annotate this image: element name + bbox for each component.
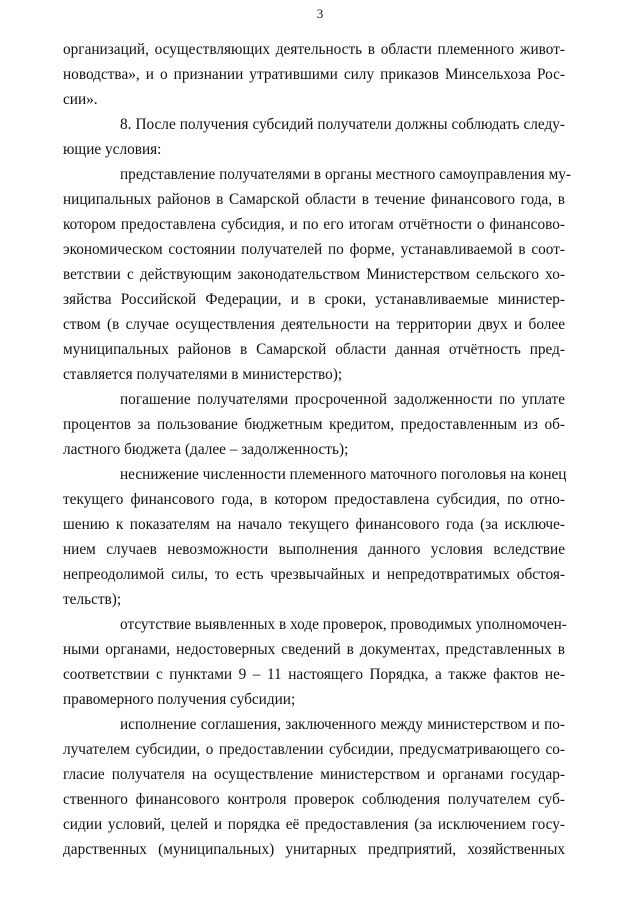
text-line: новодства», и о признании утратившими силу приказов Минсельхоза Рос- xyxy=(63,66,565,83)
text-line: муниципальных районов в Самарской области данная отчётность пред- xyxy=(63,341,565,358)
text-line: непреодолимой силы, то есть чрезвычайных и непредотвратимых обстоя- xyxy=(63,566,565,583)
text-line: процентов за пользование бюджетным кредитом, предоставленным из об- xyxy=(63,416,565,433)
text-line: тельств); xyxy=(63,591,122,608)
text-line: гласие получателя на осуществление министерством и органами государ- xyxy=(63,766,565,783)
text-line: сидии условий, целей и порядка её предоставления (за исключением госу- xyxy=(63,816,565,833)
text-line: неснижение численности племенного маточного поголовья на конец xyxy=(120,466,567,483)
text-line: зяйства Российской Федерации, и в сроки, устанавливаемые министер- xyxy=(63,291,565,308)
text-line: представление получателями в органы местного самоуправления му- xyxy=(120,166,572,183)
paragraph-8-heading-line: 8. После получения субсидий получатели должны соблюдать следу- xyxy=(120,116,565,133)
text-line: ственного финансового контроля проверок соблюдения получателем суб- xyxy=(63,791,565,808)
text-line: экономическом состоянии получателей по форме, устанавливаемой в соот- xyxy=(63,241,565,258)
text-line: ставляется получателями в министерство); xyxy=(63,366,343,383)
text-line: нием случаев невозможности выполнения данного условия вследствие xyxy=(63,541,565,558)
text-line: соответствии с пунктами 9 – 11 настоящего Порядка, а также фактов не- xyxy=(63,666,565,683)
text-line: шению к показателям на начало текущего финансового года (за исключе- xyxy=(63,516,565,533)
text-line: сии». xyxy=(63,91,98,108)
text-line: ниципальных районов в Самарской области в течение финансового года, в xyxy=(63,191,565,208)
text-line: ветствии с действующим законодательством Министерством сельского хо- xyxy=(63,266,565,283)
text-line: отсутствие выявленных в ходе проверок, проводимых уполномочен- xyxy=(120,616,567,633)
text-line: ством (в случае осуществления деятельности на территории двух и более xyxy=(63,316,565,333)
text-line: ластного бюджета (далее – задолженность); xyxy=(63,441,349,458)
text-line: текущего финансового года, в котором предоставлена субсидия, по отно- xyxy=(63,491,565,508)
text-line: ющие условия: xyxy=(63,141,162,158)
page-number: 3 xyxy=(316,6,324,21)
text-line: исполнение соглашения, заключенного между министерством и по- xyxy=(120,716,565,733)
text-line: погашение получателями просроченной задолженности по уплате xyxy=(120,391,565,408)
text-line: ными органами, недостоверных сведений в документах, представленных в xyxy=(63,641,565,658)
text-line: организаций, осуществляющих деятельность в области племенного живот- xyxy=(63,41,565,58)
text-line: дарственных (муниципальных) унитарных предприятий, хозяйственных xyxy=(63,841,565,858)
text-line: котором предоставлена субсидия, и по его итогам отчётности о финансово- xyxy=(63,216,565,233)
text-line: правомерного получения субсидии; xyxy=(63,691,296,708)
text-line: лучателем субсидии, о предоставлении субсидии, предусматривающего со- xyxy=(63,741,565,758)
